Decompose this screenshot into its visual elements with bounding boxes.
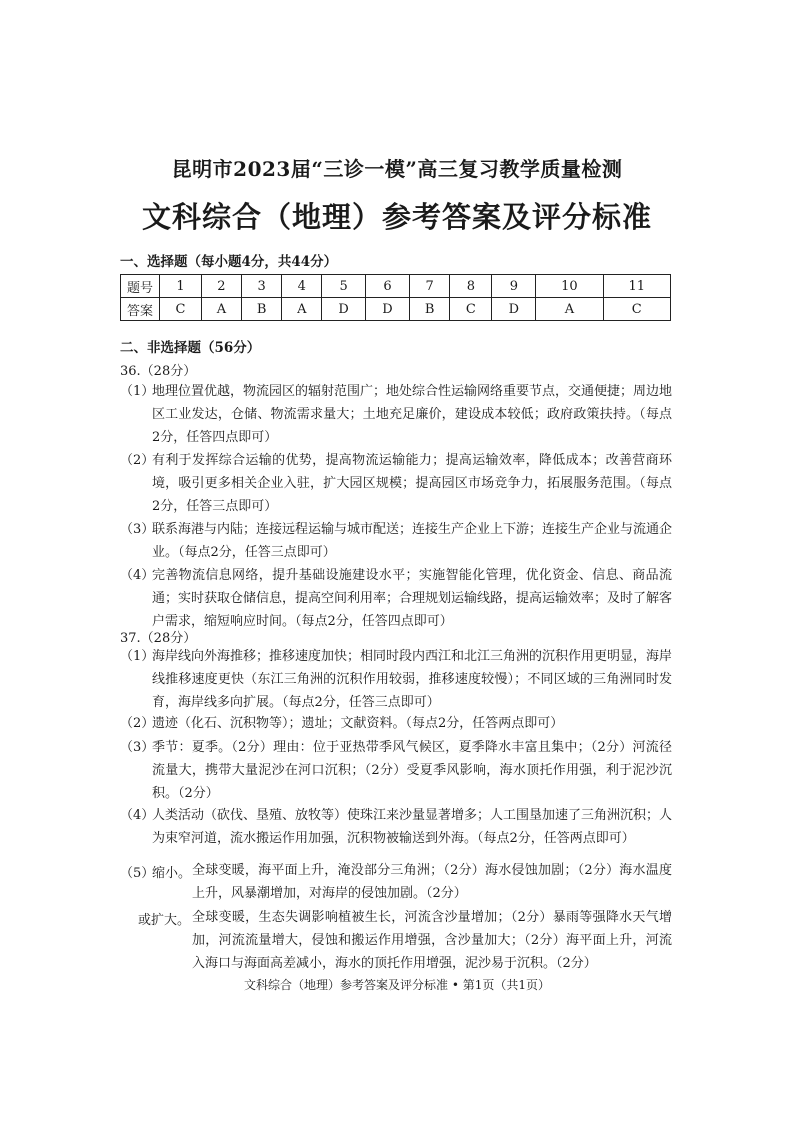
item-number: （3） — [120, 522, 155, 537]
answer-cell: A — [536, 298, 603, 321]
question-number: 4 — [282, 275, 322, 298]
table-row-answers — [121, 298, 671, 321]
section-1-heading: 一、选择题（每小题4分，共44分） — [120, 254, 338, 270]
item-text: 人类活动（砍伐、垦殖、放牧等）使珠江来沙量显著增多；人工围垦加速了三角洲沉积；人为束窄河道，流水搬运作用加强，沉积物被输送到外海。（每点2分，任答两点即可） — [152, 808, 673, 846]
answer-cell: D — [492, 298, 536, 321]
answer-cell: C — [160, 298, 202, 321]
item-text: 联系海港与内陆；连接远程运输与城市配送；连接生产企业上下游；连接生产企业与流通企业。（每点2分，任答三点即可） — [152, 522, 673, 560]
q37-item-2 — [120, 712, 672, 735]
q37-item-3 — [120, 736, 672, 805]
item-text: 地理位置优越，物流园区的辐射范围广；地处综合性运输网络重要节点，交通便捷；周边地区工业发达，仓储、物流需求量大；土地充足廉价，建设成本较低；政府政策扶持。（每点2分，任答四点即可） — [152, 384, 673, 445]
question-number: 9 — [492, 275, 536, 298]
item-number: （3） — [120, 740, 155, 755]
question-number: 7 — [409, 275, 450, 298]
question-number: 2 — [202, 275, 242, 298]
answer-cell: D — [366, 298, 410, 321]
answer-cell: B — [409, 298, 450, 321]
answer-cell: A — [282, 298, 322, 321]
answer-cell: D — [322, 298, 366, 321]
answer-table — [120, 274, 671, 321]
q37-item-5-option-2-label: 或扩大。 — [138, 913, 191, 928]
item-number: （4） — [120, 808, 155, 823]
row-label-answer: 答案 — [121, 298, 160, 321]
item-number: （2） — [120, 453, 155, 468]
question-number: 10 — [536, 275, 603, 298]
answer-cell: C — [603, 298, 670, 321]
answer-cell: A — [202, 298, 242, 321]
answer-cell: B — [241, 298, 282, 321]
document-title: 文科综合（地理）参考答案及评分标准 — [141, 200, 652, 234]
question-number: 3 — [241, 275, 282, 298]
question-37-title: 37.（28分） — [120, 631, 197, 646]
q36-item-3 — [120, 518, 672, 564]
row-label-number: 题号 — [121, 275, 160, 298]
item-text: 完善物流信息网络，提升基础设施建设水平；实施智能化管理，优化资金、信息、商品流通；实时获取仓储信息，提高空间利用率；合理规划运输线路，提高运输效率；及时了解客户需求，缩短响应时间。（每点2分，任答四点即可） — [152, 568, 673, 629]
answer-cell: C — [450, 298, 492, 321]
q37-item-5-number: （5） — [120, 866, 155, 881]
item-text: 季节：夏季。（2分）理由：位于亚热带季风气候区，夏季降水丰富且集中；（2分）河流径流量大，携带大量泥沙在河口沉积；（2分）受夏季风影响，海水顶托作用强，利于泥沙沉积。（2分） — [152, 740, 672, 801]
item-number: （4） — [120, 568, 155, 583]
question-number: 8 — [450, 275, 492, 298]
q36-item-2 — [120, 449, 672, 518]
question-number: 1 — [160, 275, 202, 298]
q37-item-1 — [120, 645, 672, 714]
q36-item-4 — [120, 564, 672, 633]
item-number: （2） — [120, 716, 155, 731]
question-number: 11 — [603, 275, 670, 298]
item-number: （1） — [120, 649, 155, 664]
section-2-heading: 二、非选择题（56分） — [120, 340, 261, 356]
exam-title: 昆明市2023届“三诊一模”高三复习教学质量检测 — [171, 157, 623, 181]
item-text: 遗迹（化石、沉积物等）；遗址；文献资料。（每点2分，任答两点即可） — [152, 716, 564, 731]
q37-item-5-option-1-label: 缩小。 — [152, 866, 192, 881]
q37-item-5-option-1-text: 全球变暖，海平面上升，淹没部分三角洲；（2分）海水侵蚀加剧；（2分）海水温度上升，风暴潮增加，对海岸的侵蚀加剧。（2分） — [192, 863, 672, 901]
table-row-numbers — [121, 275, 671, 298]
q37-item-4 — [120, 804, 672, 850]
item-number: （1） — [120, 384, 155, 399]
item-text: 有利于发挥综合运输的优势，提高物流运输能力；提高运输效率，降低成本；改善营商环境，吸引更多相关企业入驻，扩大园区规模；提高园区市场竞争力，拓展服务范围。（每点2分，任答三点即可） — [152, 453, 672, 514]
question-36-title: 36.（28分） — [120, 364, 197, 379]
q37-item-5-option-2-text: 全球变暖，生态失调影响植被生长，河流含沙量增加；（2分）暴雨等强降水天气增加，河流流量增大，侵蚀和搬运作用增强，含沙量加大；（2分）海平面上升，河流入海口与海面高差减小，海水的顶托作用增强，泥沙易于沉积。（2分） — [192, 910, 672, 971]
q36-item-1 — [120, 380, 672, 449]
question-number: 5 — [322, 275, 366, 298]
page-footer: 文科综合（地理）参考答案及评分标准 • 第1页（共1页） — [244, 978, 550, 992]
item-text: 海岸线向外海推移；推移速度加快；相同时段内西江和北江三角洲的沉积作用更明显，海岸线推移速度更快（东江三角洲的沉积作用较弱，推移速度较慢）；不同区域的三角洲同时发育，海岸线多向扩展。（每点2分，任答三点即可） — [152, 649, 673, 710]
question-number: 6 — [366, 275, 410, 298]
